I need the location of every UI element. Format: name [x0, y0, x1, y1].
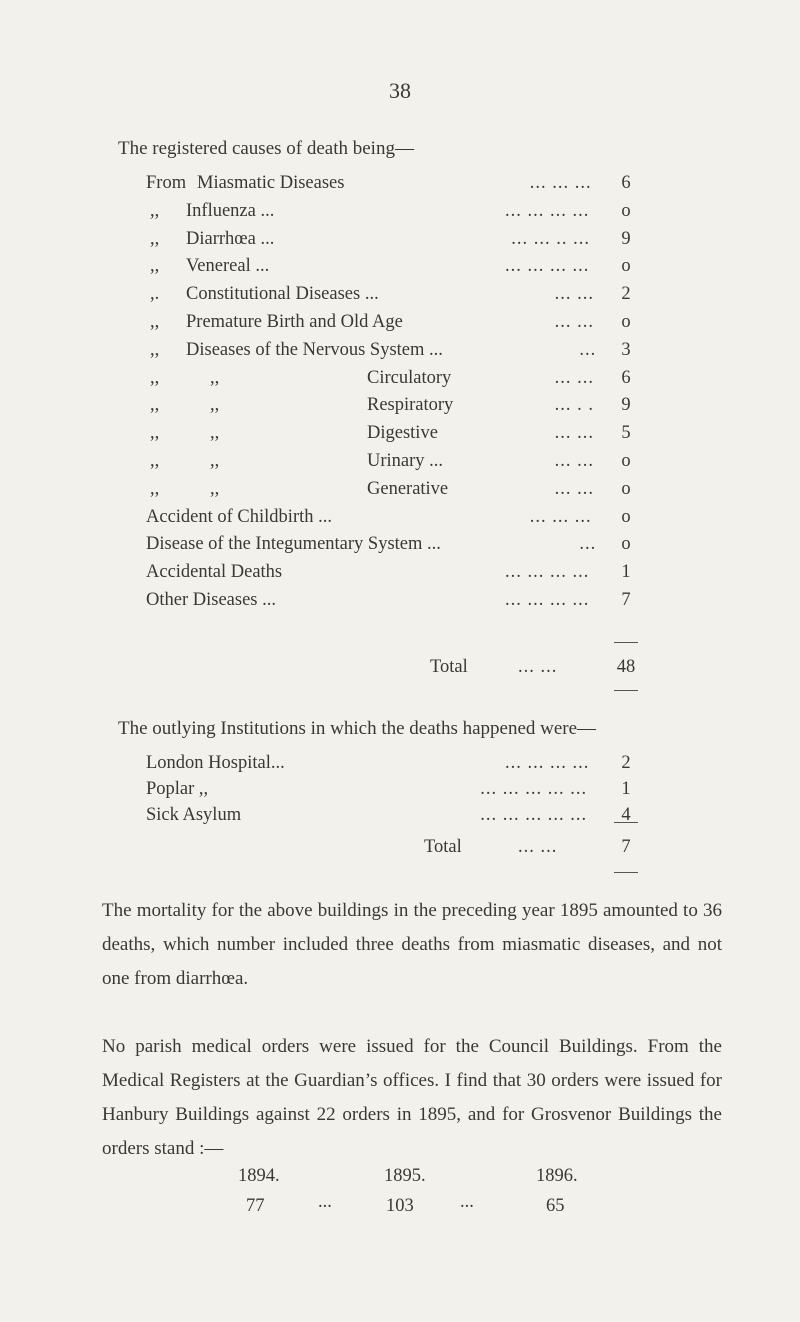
causes-intro: The registered causes of death being—	[118, 138, 414, 159]
orders-year-1895: 1895.	[384, 1166, 426, 1186]
cause-count: 1	[621, 562, 631, 583]
leader-dots: ... ...	[554, 451, 594, 471]
institution-row	[0, 776, 800, 802]
cause-label: Other Diseases ...	[146, 590, 276, 610]
cause-row	[0, 253, 800, 279]
cause-count: o	[621, 200, 631, 221]
leader-dots: ... ... ... ...	[505, 590, 590, 610]
leader-dots: ...	[579, 339, 597, 360]
cause-label: Disease of the Integumentary System ...	[146, 534, 441, 555]
orders-separator-1: ...	[318, 1192, 332, 1212]
leader-dots: ... ... ... ... ...	[480, 779, 588, 799]
cause-count: o	[621, 534, 631, 555]
institution-count: 1	[621, 779, 631, 799]
ditto-mark: ,,	[210, 395, 220, 416]
institutions-total-rule-top	[614, 822, 638, 823]
cause-label: Constitutional Diseases ...	[186, 284, 379, 305]
leader-dots: ... ...	[554, 367, 594, 388]
cause-label: Accident of Childbirth ...	[146, 506, 332, 527]
institution-row	[0, 750, 800, 776]
cause-label: Accidental Deaths	[146, 562, 283, 583]
cause-count: 5	[621, 423, 631, 444]
causes-total-value: 48	[616, 657, 636, 677]
orders-value-1894: 77	[246, 1196, 265, 1216]
orders-year-1894: 1894.	[238, 1166, 280, 1186]
causes-total-row	[0, 654, 800, 680]
institutions-total-label: Total	[424, 837, 462, 857]
ditto-mark: ,,	[150, 312, 160, 332]
cause-count: o	[621, 506, 631, 527]
cause-count: o	[621, 312, 631, 332]
cause-row	[0, 476, 800, 502]
cause-label: Premature Birth and Old Age	[186, 312, 403, 332]
leader-dots: ... ...	[554, 312, 594, 332]
causes-total-rule-bottom	[614, 690, 638, 691]
leader-dots: ... ...	[554, 423, 594, 444]
ditto-mark: ,,	[150, 478, 160, 499]
cause-count: 3	[621, 339, 631, 360]
institutions-total-dots: ... ...	[518, 837, 558, 857]
cause-row	[0, 170, 800, 196]
institution-row	[0, 802, 800, 828]
cause-row	[0, 587, 800, 613]
cause-label: Venereal ...	[186, 256, 270, 277]
cause-row	[0, 226, 800, 252]
cause-row	[0, 309, 800, 335]
ditto-mark: ,,	[150, 200, 160, 221]
cause-row	[0, 365, 800, 391]
leader-dots: ... ...	[554, 284, 594, 305]
leader-dots: ... . .	[554, 395, 594, 416]
ditto-mark: ,.	[150, 284, 160, 305]
institution-label: Sick Asylum	[146, 805, 242, 825]
leader-dots: ... ... ... ...	[505, 753, 590, 773]
leader-dots: ... ... ...	[529, 173, 592, 193]
cause-count: o	[621, 256, 631, 277]
cause-row	[0, 281, 800, 307]
cause-count: 9	[621, 395, 631, 416]
ditto-mark: ,,	[210, 423, 220, 444]
cause-row	[0, 420, 800, 446]
institutions-total-value: 7	[621, 837, 631, 857]
causes-total-label: Total	[430, 657, 468, 677]
cause-label: Diseases of the Nervous System ...	[186, 339, 443, 360]
cause-count: 7	[621, 590, 631, 610]
mortality-paragraph: The mortality for the above buildings in the preceding year 1895 amounted to 36 deaths, which number included three deaths from miasmatic diseases, and not one from diarrhœa.	[102, 900, 722, 989]
leader-dots: ... ... ...	[529, 506, 592, 527]
cause-label: Diarrhœa ...	[186, 228, 275, 249]
leader-dots: ... ...	[554, 478, 594, 499]
page-number: 38	[389, 78, 411, 103]
cause-row	[0, 337, 800, 363]
leader-dots: ...	[579, 534, 597, 555]
cause-label: Respiratory	[367, 395, 454, 416]
cause-row	[0, 448, 800, 474]
cause-label: Circulatory	[367, 367, 452, 388]
leader-dots: ... ... .. ...	[511, 228, 590, 249]
cause-count: 2	[621, 284, 631, 305]
ditto-mark: ,,	[150, 256, 160, 277]
cause-label: Miasmatic Diseases	[197, 173, 345, 193]
cause-count: 6	[621, 367, 631, 388]
orders-separator-2: ...	[460, 1192, 474, 1212]
cause-row	[0, 198, 800, 224]
leader-dots: ... ... ... ... ...	[480, 805, 588, 825]
ditto-mark: ,,	[150, 395, 160, 416]
cause-count: 6	[621, 173, 631, 193]
cause-row	[0, 392, 800, 418]
cause-count: o	[621, 451, 631, 471]
orders-value-1895: 103	[386, 1196, 414, 1216]
leader-dots: ... ... ... ...	[505, 256, 590, 277]
cause-label: Digestive	[367, 423, 438, 444]
leader-dots: ... ... ... ...	[505, 562, 590, 583]
institutions-intro: The outlying Institutions in which the deaths happened were—	[118, 718, 597, 739]
institutions-total-row	[0, 834, 800, 860]
cause-label: Influenza ...	[186, 200, 275, 221]
cause-row	[0, 504, 800, 530]
causes-total-rule-top	[614, 642, 638, 643]
ditto-mark: ,,	[150, 423, 160, 444]
ditto-mark: ,,	[210, 478, 220, 499]
ditto-mark: ,,	[210, 451, 220, 471]
ditto-mark: ,,	[150, 339, 160, 360]
cause-row	[0, 559, 800, 585]
cause-label: Generative	[367, 478, 449, 499]
causes-total-dots: ... ...	[518, 657, 558, 677]
orders-paragraph: No parish medical orders were issued for the Council Buildings. From the Medical Registers at the Guardian’s offices. I find that 30 orders were issued for Hanbury Buildings against 22 orders in 1895, and for Grosvenor Buildings the orders stand :—	[102, 1036, 722, 1159]
institution-label: Poplar ,,	[146, 779, 209, 799]
institution-count: 2	[621, 753, 631, 773]
cause-count: o	[621, 478, 631, 499]
orders-value-1896: 65	[546, 1196, 565, 1216]
ditto-mark: ,,	[150, 367, 160, 388]
ditto-mark: ,,	[150, 228, 160, 249]
institutions-total-rule-bottom	[614, 872, 638, 873]
orders-year-1896: 1896.	[536, 1166, 578, 1186]
ditto-mark: ,,	[150, 451, 160, 471]
cause-count: 9	[621, 228, 631, 249]
ditto-mark: ,,	[210, 367, 220, 388]
institution-count: 4	[621, 805, 631, 825]
cause-label: Urinary ...	[367, 451, 444, 471]
leader-dots: ... ... ... ...	[505, 200, 590, 221]
cause-row	[0, 531, 800, 557]
institution-label: London Hospital...	[146, 753, 285, 773]
cause-prefix: From	[146, 173, 187, 193]
